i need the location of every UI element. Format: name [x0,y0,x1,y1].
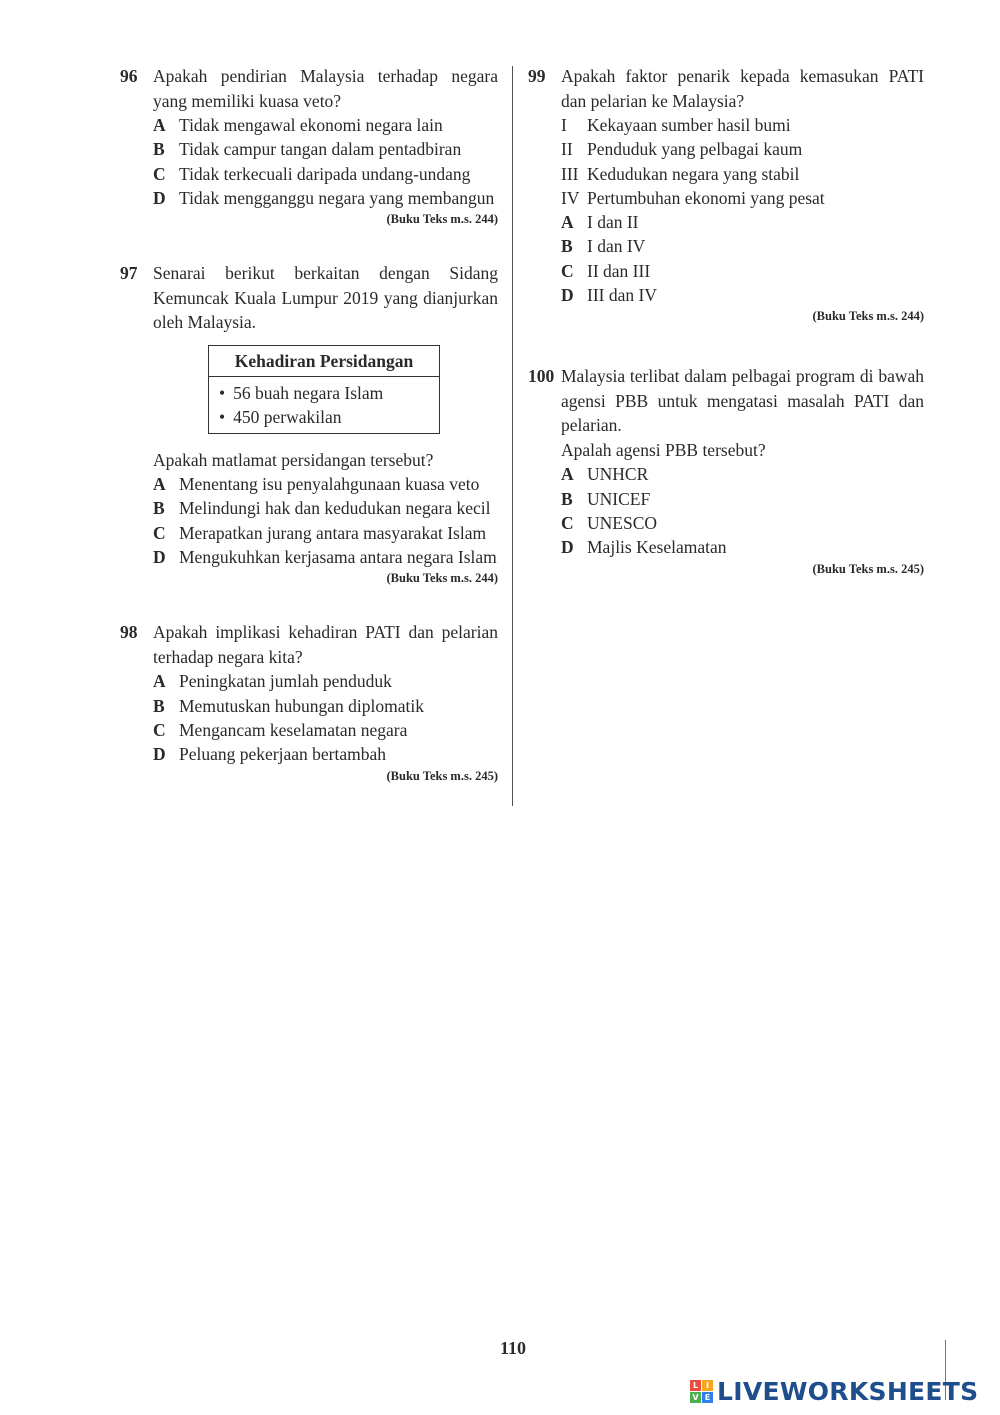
option-d[interactable] [153,545,498,569]
option-letter: B [153,695,165,716]
option-c[interactable] [153,521,498,545]
option-text: Peluang pekerjaan bertambah [179,744,386,765]
info-box-item: • 450 perwakilan [219,405,429,429]
option-c[interactable] [561,259,924,283]
option-b[interactable] [561,487,924,511]
textbook-reference: (Buku Teks m.s. 244) [386,212,498,227]
option-c[interactable] [153,718,498,742]
option-letter: D [153,744,166,765]
option-text: II dan III [587,260,651,281]
question-number: 97 [120,263,138,284]
statement-number: II [561,139,573,160]
page-number: 110 [499,1338,526,1358]
option-text: III dan IV [587,285,657,306]
info-box-list [209,377,439,433]
statements-list [528,113,924,210]
question-97 [120,261,498,586]
option-text: Memutuskan hubungan diplomatik [179,695,424,716]
option-c[interactable] [153,162,498,186]
option-a[interactable] [153,669,498,693]
options-list [120,669,498,766]
statement-number: III [561,163,579,184]
textbook-reference: (Buku Teks m.s. 245) [812,561,924,576]
option-b[interactable] [153,137,498,161]
option-letter: C [153,719,166,740]
option-text: Menentang isu penyalahgunaan kuasa veto [179,474,480,495]
option-d[interactable] [561,535,924,559]
options-list [120,113,498,210]
option-c[interactable] [561,511,924,535]
option-d[interactable] [153,742,498,766]
options-list [120,472,498,569]
question-number: 98 [120,622,138,643]
logo-tile: I [702,1380,713,1391]
statement-text: Pertumbuhan ekonomi yang pesat [587,187,825,208]
statement-number: I [561,115,567,135]
statement-text: Kekayaan sumber hasil bumi [587,115,791,135]
option-text: I dan II [587,212,639,233]
question-text: Senarai berikut berkaitan dengan Sidang Kemuncak Kuala Lumpur 2019 yang dianjurkan oleh Malaysia. [153,263,498,333]
option-text: I dan IV [587,236,646,257]
option-d[interactable] [153,186,498,210]
option-letter: B [561,488,573,509]
options-list [528,462,924,559]
textbook-reference: (Buku Teks m.s. 245) [386,768,498,783]
option-a[interactable] [153,472,498,496]
question-text: Malaysia terlibat dalam pelbagai program di bawah agensi PBB untuk mengatasi masalah PATI dan pelarian. [561,366,924,436]
info-box-item: • 56 buah negara Islam [219,381,429,405]
option-a[interactable] [153,113,498,137]
option-letter: D [153,187,166,208]
option-letter: A [561,212,574,233]
option-letter: D [561,285,574,306]
liveworksheets-logo-text: LIVEWORKSHEETS [717,1376,979,1406]
option-text: Melindungi hak dan kedudukan negara kecil [179,498,491,519]
question-96 [120,64,498,227]
option-letter: C [561,512,574,533]
textbook-reference: (Buku Teks m.s. 244) [386,571,498,586]
option-letter: B [561,236,573,257]
statement-text: Kedudukan negara yang stabil [587,163,800,184]
question-99 [528,64,924,324]
option-letter: D [153,547,166,568]
logo-tile: L [690,1380,701,1391]
question-followup: Apakah matlamat persidangan tersebut? [153,449,434,470]
option-b[interactable] [153,496,498,520]
statement-item [528,186,924,210]
left-column [120,64,498,814]
option-text: Mengukuhkan kerjasama antara negara Islam [179,547,497,568]
option-d[interactable] [561,283,924,307]
option-b[interactable] [561,234,924,258]
option-letter: C [153,522,166,543]
option-letter: A [153,115,166,135]
option-text: UNHCR [587,464,649,485]
statement-text: Penduduk yang pelbagai kaum [587,139,803,160]
question-number: 99 [528,66,546,86]
question-text: Apakah pendirian Malaysia terhadap negara yang memiliki kuasa veto? [153,66,498,111]
option-text: Mengancam keselamatan negara [179,719,408,740]
statement-number: IV [561,187,580,208]
option-letter: A [153,474,166,495]
liveworksheets-logo-icon [690,1380,713,1403]
logo-tile: E [702,1392,713,1403]
option-text: Majlis Keselamatan [587,537,727,558]
question-number: 100 [528,366,555,387]
option-text: UNESCO [587,512,658,533]
textbook-reference: (Buku Teks m.s. 244) [812,309,924,324]
statement-item [528,113,924,137]
logo-tile: V [690,1392,701,1403]
info-box [208,345,440,434]
info-box-title: Kehadiran Persidangan [209,346,439,377]
statement-item [528,137,924,161]
question-text: Apakah faktor penarik kepada kemasukan PATI dan pelarian ke Malaysia? [561,66,924,111]
option-text: Tidak mengawal ekonomi negara lain [179,115,443,135]
option-letter: A [561,464,574,485]
option-letter: B [153,139,165,160]
question-98 [120,620,498,783]
column-divider [512,66,513,806]
option-text: Tidak mengganggu negara yang membangun [179,187,495,208]
statement-item [528,162,924,186]
option-text: Peningkatan jumlah penduduk [179,671,392,692]
question-followup: Apalah agensi PBB tersebut? [561,439,766,460]
right-column [528,64,924,607]
option-letter: B [153,498,165,519]
option-letter: D [561,537,574,558]
option-text: Tidak terkecuali daripada undang-undang [179,163,471,184]
option-b[interactable] [153,694,498,718]
options-list [528,210,924,307]
question-number: 96 [120,66,138,86]
question-100 [528,364,924,576]
option-text: Merapatkan jurang antara masyarakat Islam [179,522,487,543]
option-letter: C [153,163,166,184]
question-text: Apakah implikasi kehadiran PATI dan pelarian terhadap negara kita? [153,622,498,667]
option-a[interactable] [561,462,924,486]
option-letter: A [153,671,166,692]
option-a[interactable] [561,210,924,234]
option-letter: C [561,260,574,281]
option-text: UNICEF [587,488,651,509]
liveworksheets-logo[interactable] [690,1376,978,1406]
option-text: Tidak campur tangan dalam pentadbiran [179,139,462,160]
